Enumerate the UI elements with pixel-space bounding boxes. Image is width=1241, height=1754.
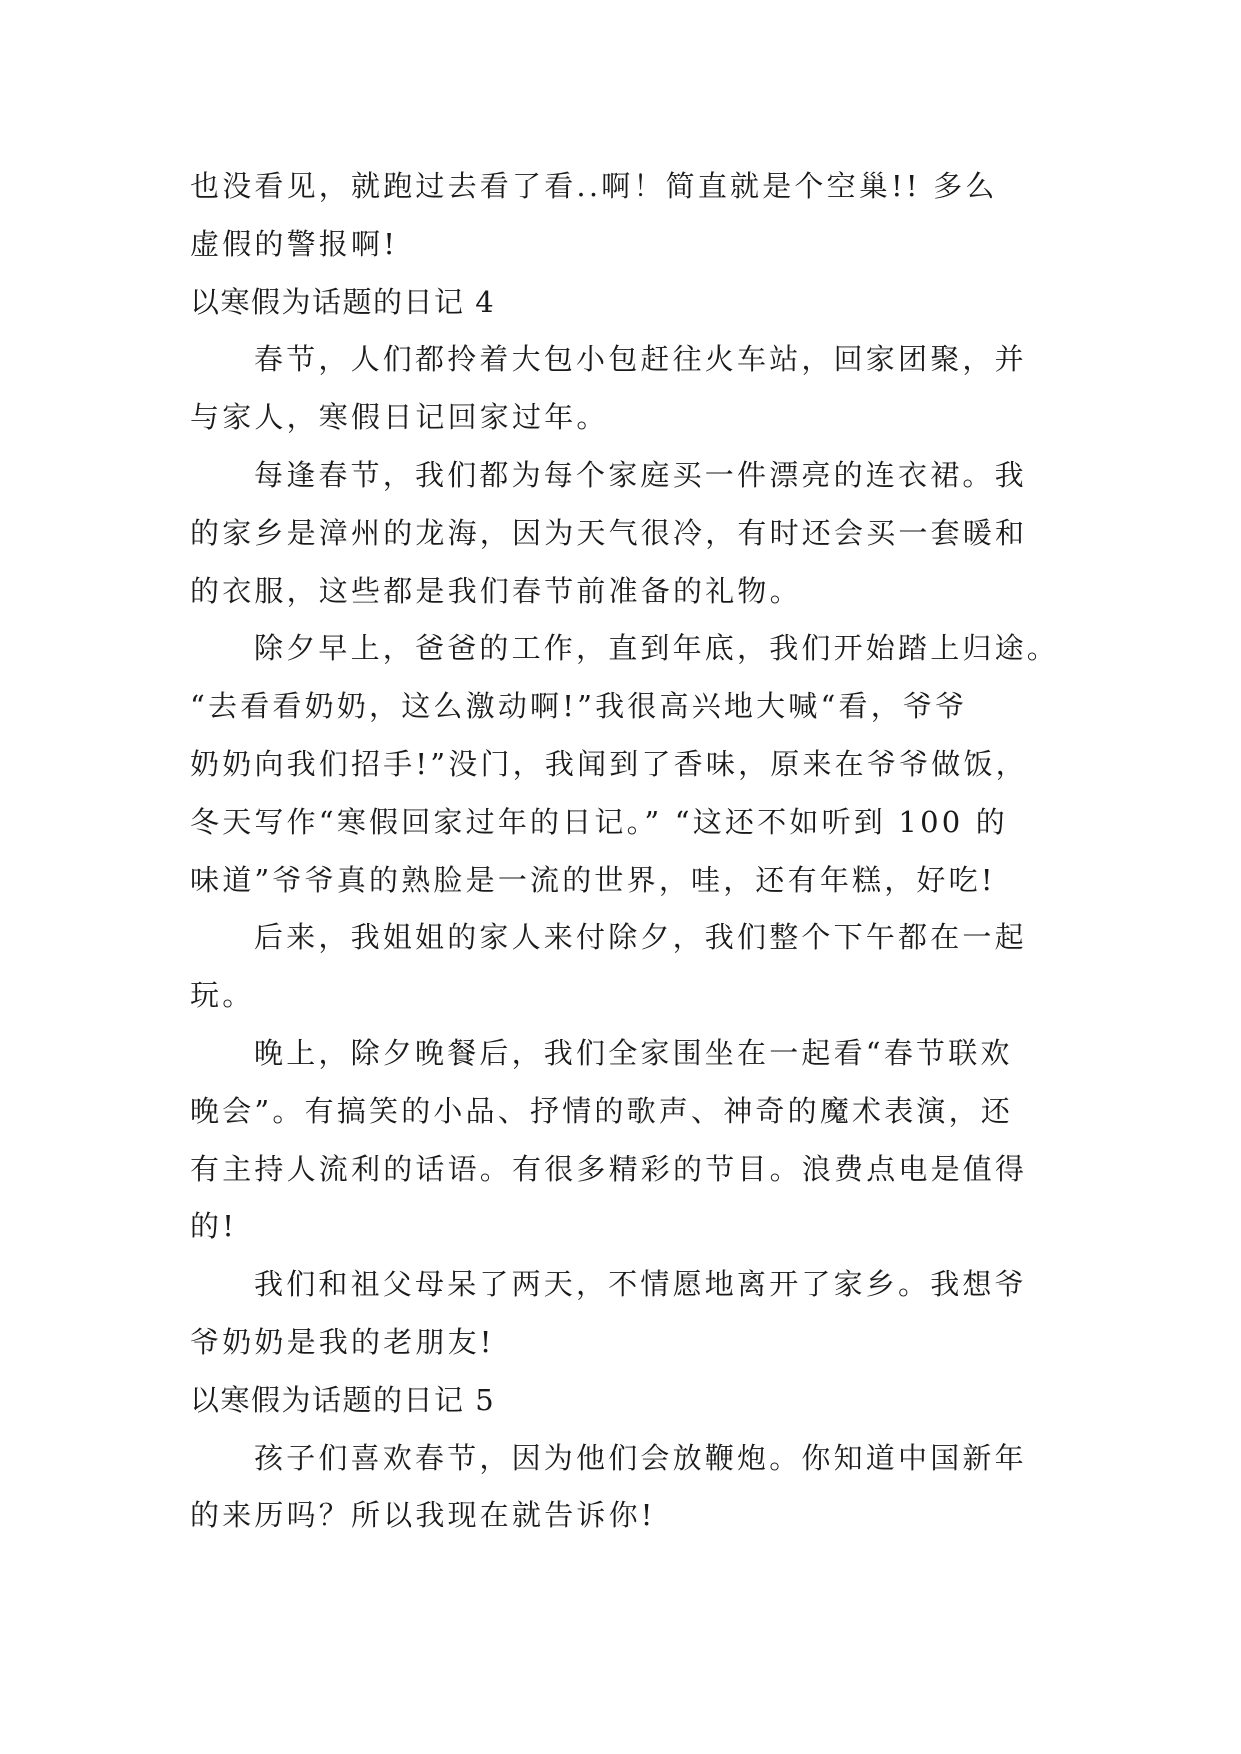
paragraph-start: 后来，我姐姐的家人来付除夕，我们整个下午都在一起 [254, 920, 1027, 955]
body-line: 也没看见，就跑过去看了看..啊！简直就是个空巢!! 多么 [190, 169, 998, 203]
body-line: 的家乡是漳州的龙海，因为天气很冷，有时还会买一套暖和 [190, 515, 1028, 550]
body-line: 冬天写作“寒假回家过年的日记。” “这还不如听到 100 的 [190, 804, 1008, 839]
body-line: 晚会”。有搞笑的小品、抒情的歌声、神奇的魔术表演，还 [190, 1093, 1014, 1128]
body-line: 奶奶向我们招手!”没门，我闻到了香味，原来在爷爷做饭， [190, 746, 1028, 781]
body-line: 味道”爷爷真的熟脸是一流的世界，哇，还有年糕，好吃! [190, 862, 996, 897]
body-line: 的来历吗？所以我现在就告诉你! [190, 1498, 656, 1533]
body-line: 与家人，寒假日记回家过年。 [190, 400, 609, 435]
paragraph-start: 孩子们喜欢春节，因为他们会放鞭炮。你知道中国新年 [254, 1440, 1027, 1475]
body-line: 的衣服，这些都是我们春节前准备的礼物。 [190, 573, 802, 608]
body-line: “去看看奶奶，这么激动啊!”我很高兴地大喊“看，爷爷 [190, 689, 968, 724]
section-heading-4: 以寒假为话题的日记 4 [190, 284, 496, 319]
section-heading-5: 以寒假为话题的日记 5 [190, 1382, 496, 1417]
body-line: 虚假的警报啊! [190, 226, 399, 261]
body-line: 有主持人流利的话语。有很多精彩的节目。浪费点电是值得 [190, 1151, 1028, 1186]
paragraph-start: 晚上，除夕晚餐后，我们全家围坐在一起看“春节联欢 [254, 1035, 1013, 1070]
body-line: 的! [190, 1209, 238, 1244]
body-line: 爷奶奶是我的老朋友! [190, 1324, 495, 1359]
document-page [190, 158, 1060, 1545]
paragraph-start: 每逢春节，我们都为每个家庭买一件漂亮的连衣裙。我 [254, 457, 1027, 492]
paragraph-start: 春节，人们都拎着大包小包赶往火车站，回家团聚，并 [254, 342, 1027, 377]
paragraph-start: 除夕早上，爸爸的工作，直到年底，我们开始踏上归途。 [254, 631, 1060, 666]
paragraph-start: 我们和祖父母呆了两天，不情愿地离开了家乡。我想爷 [254, 1267, 1027, 1302]
body-line: 玩。 [190, 978, 255, 1013]
